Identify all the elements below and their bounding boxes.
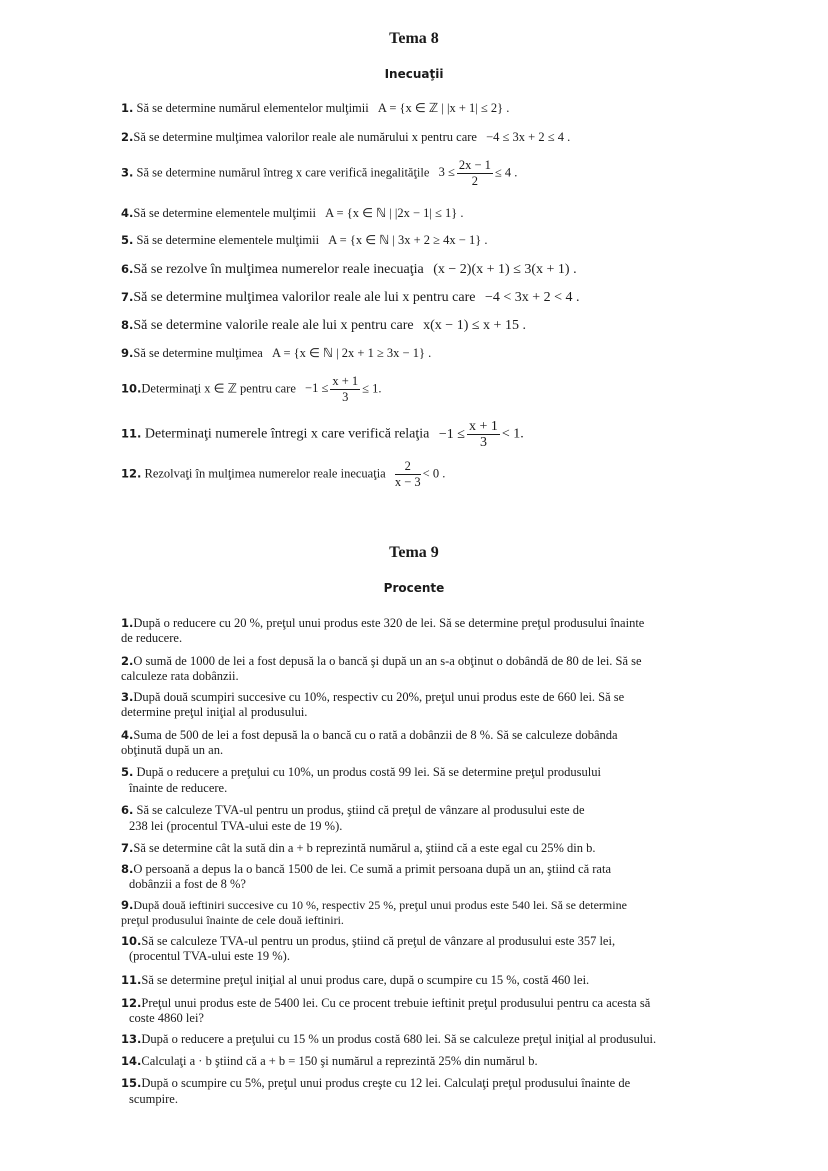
- fraction-denominator: x − 3: [394, 475, 421, 489]
- exercise-8-9: [121, 346, 431, 361]
- exercise-formula: 3 ≤: [438, 165, 455, 180]
- exercise-number: 9.: [121, 346, 134, 360]
- exercise-number: 6.: [121, 262, 134, 276]
- exercise-8-4: [121, 206, 464, 221]
- exercise-text: Să se determine mulţimea valorilor reale ale numărului x pentru care: [133, 130, 477, 144]
- exercise-number: 2.: [121, 654, 134, 668]
- exercise-formula: (x − 2)(x + 1) ≤ 3(x + 1) .: [433, 262, 577, 277]
- exercise-number: 6.: [121, 803, 134, 817]
- exercise-text-continued: determine preţul iniţial al produsului.: [121, 705, 308, 719]
- fraction-numerator: x + 1: [468, 419, 498, 434]
- exercise-number: 1.: [121, 101, 134, 115]
- exercise-9-12: [121, 996, 650, 1026]
- exercise-8-10: [121, 374, 382, 405]
- exercise-formula: −4 ≤ 3x + 2 ≤ 4 .: [486, 130, 571, 144]
- exercise-text: O persoană a depus la o bancă 1500 de lei. Ce sumă a primit persoana după un an, ştiind că rata: [133, 862, 611, 876]
- exercise-text: Determinaţi x ∈ ℤ pentru care: [141, 381, 296, 396]
- exercise-text: După două scumpiri succesive cu 10%, respectiv cu 20%, preţul unui produs este de 660 lei. Să se: [133, 690, 625, 704]
- exercise-text-continued: înainte de reducere.: [129, 781, 228, 795]
- exercise-8-11: [121, 419, 524, 450]
- exercise-9-4: [121, 728, 618, 758]
- exercise-text: Să se determine elementele mulţimii: [136, 233, 320, 247]
- exercise-8-5: [121, 233, 487, 248]
- exercise-number: 1.: [121, 616, 134, 630]
- fraction-denominator: 3: [342, 390, 349, 404]
- exercise-text-continued: preţul produsului înainte de cele două ieftiniri.: [121, 913, 344, 927]
- exercise-text-continued: de reducere.: [121, 631, 183, 645]
- exercise-text: După o reducere a preţului cu 10%, un produs costă 99 lei. Să se determine preţul produsului: [136, 765, 601, 779]
- exercise-9-8: [121, 862, 611, 892]
- exercise-8-2: [121, 130, 570, 145]
- exercise-9-11: [121, 973, 589, 988]
- exercise-text: O sumă de 1000 de lei a fost depusă la o bancă şi după un an s-a obţinut o dobândă de 80 de lei. Să se: [133, 654, 642, 668]
- exercise-formula-end: ≤ 1.: [362, 381, 382, 396]
- exercise-9-7: [121, 840, 595, 856]
- exercise-formula: x(x − 1) ≤ x + 15 .: [423, 318, 526, 333]
- exercise-number: 11.: [121, 973, 142, 987]
- section-title-tema8: Tema 8: [389, 30, 439, 47]
- exercise-number: 10.: [121, 381, 142, 396]
- exercise-formula: A = {x ∈ ℕ | |2x − 1| ≤ 1} .: [325, 206, 464, 220]
- exercise-formula-end: < 0 .: [422, 466, 446, 481]
- exercise-number: 9.: [121, 898, 134, 912]
- section-subtitle-procente: Procente: [383, 581, 445, 595]
- exercise-9-5: [121, 764, 601, 796]
- exercise-8-8: [121, 317, 526, 334]
- exercise-number: 13.: [121, 1032, 142, 1046]
- exercise-number: 4.: [121, 206, 134, 220]
- exercise-text: Calculaţi a · b ştiind că a + b = 150 şi numărul a reprezintă 25% din numărul b.: [141, 1054, 538, 1068]
- exercise-number: 4.: [121, 728, 134, 742]
- exercise-9-10: [121, 934, 615, 964]
- exercise-8-3: [121, 158, 517, 189]
- exercise-text: Să se determine valorile reale ale lui x pentru care: [133, 318, 414, 333]
- exercise-8-7: [121, 289, 580, 306]
- fraction-denominator: 3: [479, 435, 487, 450]
- exercise-9-9: [121, 898, 627, 928]
- exercise-number: 12.: [121, 466, 142, 481]
- exercise-number: 14.: [121, 1054, 142, 1068]
- exercise-text: După o reducere cu 20 %, preţul unui produs este 320 de lei. Să se determine preţul produsului înainte: [133, 616, 645, 630]
- exercise-number: 5.: [121, 233, 134, 247]
- exercise-text: Să se determine numărul elementelor mulţimii: [136, 101, 369, 115]
- exercise-9-1: [121, 616, 644, 646]
- fraction-denominator: 2: [471, 174, 478, 188]
- exercise-text: Suma de 500 de lei a fost depusă la o bancă cu o rată a dobânzii de 8 %. Să se calculeze dobânda: [133, 728, 618, 742]
- exercise-9-3: [121, 690, 624, 720]
- fraction-numerator: 2: [395, 459, 421, 475]
- exercise-text: După două ieftiniri succesive cu 10 %, respectiv 25 %, preţul unui produs este 540 lei. Să se determine: [133, 898, 627, 912]
- exercise-number: 3.: [121, 165, 134, 180]
- section-subtitle-inecuatii: Inecuaţii: [384, 67, 444, 81]
- exercise-formula: −1 ≤: [305, 381, 329, 396]
- exercise-text: Să se determine elementele mulţimii: [133, 206, 316, 220]
- exercise-text-continued: coste 4860 lei?: [129, 1011, 204, 1025]
- fraction: [457, 158, 493, 189]
- exercise-8-12: [121, 459, 445, 490]
- exercise-text: Să se determine numărul întreg x care verifică inegalităţile: [136, 165, 430, 180]
- fraction-numerator: x + 1: [332, 374, 359, 388]
- exercise-number: 15.: [121, 1076, 142, 1090]
- exercise-text: Să se determine preţul iniţial al unui produs care, după o scumpire cu 15 %, costă 460 lei.: [141, 973, 590, 987]
- fraction-numerator: 2x − 1: [458, 158, 491, 172]
- exercise-formula: −4 < 3x + 2 < 4 .: [484, 290, 580, 305]
- exercise-number: 12.: [121, 996, 142, 1010]
- exercise-text: Preţul unui produs este de 5400 lei. Cu ce procent trebuie ieftinit preţul produsului pentru ca acesta să: [141, 996, 651, 1010]
- fraction: [395, 459, 421, 490]
- exercise-number: 8.: [121, 862, 134, 876]
- section-title-tema9: Tema 9: [389, 544, 439, 561]
- exercise-number: 3.: [121, 690, 134, 704]
- exercise-number: 8.: [121, 318, 134, 332]
- exercise-formula: −1 ≤: [438, 426, 465, 442]
- exercise-text-continued: (procentul TVA-ului este 19 %).: [129, 949, 290, 963]
- exercise-formula-end: < 1.: [501, 426, 524, 442]
- exercise-text: După o scumpire cu 5%, preţul unui produs creşte cu 12 lei. Calculaţi preţul produsului înainte de: [141, 1076, 631, 1090]
- exercise-number: 2.: [121, 130, 134, 144]
- exercise-number: 5.: [121, 765, 134, 779]
- fraction: [467, 419, 500, 450]
- exercise-formula: A = {x ∈ ℕ | 2x + 1 ≥ 3x − 1} .: [271, 346, 432, 360]
- exercise-text-continued: dobânzii a fost de 8 %?: [129, 877, 246, 891]
- exercise-text-continued: calculeze rata dobânzii.: [121, 669, 239, 683]
- exercise-9-6: [121, 802, 585, 834]
- exercise-text: Determinaţi numerele întregi x care verifică relaţia: [144, 426, 430, 442]
- exercise-text: Să se rezolve în mulţimea numerelor reale inecuaţia: [133, 262, 424, 277]
- exercise-formula: A = {x ∈ ℤ | |x + 1| ≤ 2} .: [377, 101, 510, 115]
- exercise-text: Să se determine mulţimea: [133, 346, 263, 360]
- exercise-number: 11.: [121, 426, 142, 441]
- exercise-number: 7.: [121, 290, 134, 304]
- exercise-text: Să se calculeze TVA-ul pentru un produs, ştiind că preţul de vânzare al produsului este de: [136, 803, 585, 817]
- fraction: [330, 374, 360, 405]
- exercise-text: Rezolvaţi în mulţimea numerelor reale inecuaţia: [144, 466, 386, 481]
- exercise-9-15: [121, 1075, 630, 1107]
- exercise-text: Să se determine mulţimea valorilor reale ale lui x pentru care: [133, 290, 476, 305]
- exercise-formula-end: ≤ 4 .: [494, 165, 518, 180]
- exercise-formula: A = {x ∈ ℕ | 3x + 2 ≥ 4x − 1} .: [328, 233, 488, 247]
- exercise-9-14: [121, 1054, 538, 1069]
- exercise-9-13: [121, 1031, 656, 1047]
- exercise-number: 7.: [121, 841, 134, 855]
- exercise-text: După o reducere a preţului cu 15 % un produs costă 680 lei. Să se calculeze preţul iniţial al produsului.: [141, 1032, 657, 1046]
- exercise-text-continued: 238 lei (procentul TVA-ului este de 19 %).: [129, 819, 343, 833]
- exercise-9-2: [121, 654, 642, 684]
- exercise-text: Să se determine cât la sută din a + b reprezintă numărul a, ştiind că a este egal cu 25% din b.: [133, 841, 596, 855]
- exercise-text-continued: scumpire.: [129, 1092, 178, 1106]
- exercise-text-continued: obţinută după un an.: [121, 743, 224, 757]
- exercise-8-1: [121, 101, 509, 116]
- exercise-8-6: [121, 261, 577, 278]
- exercise-text: Să se calculeze TVA-ul pentru un produs, ştiind că preţul de vânzare al produsului este 357 lei,: [141, 934, 616, 948]
- exercise-number: 10.: [121, 934, 142, 948]
